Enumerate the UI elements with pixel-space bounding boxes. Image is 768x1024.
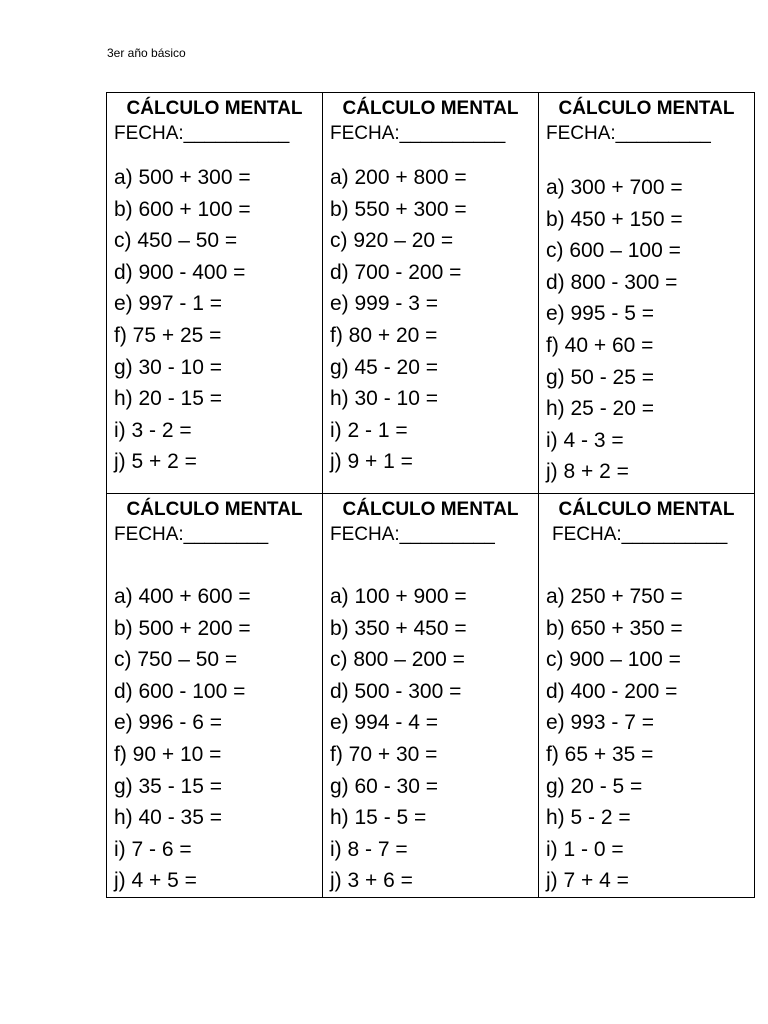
exercise-item: g) 30 - 10 = bbox=[114, 355, 222, 379]
exercise-item: a) 250 + 750 = bbox=[546, 585, 683, 608]
exercise-item: a) 300 + 700 = bbox=[546, 176, 683, 199]
worksheet-grid bbox=[106, 92, 755, 898]
exercise-item: c) 900 – 100 = bbox=[546, 648, 681, 672]
exercise-item: j) 3 + 6 = bbox=[330, 869, 413, 893]
exercise-item: f) 80 + 20 = bbox=[330, 323, 438, 347]
worksheet-card bbox=[323, 494, 539, 898]
exercise-item: f) 40 + 60 = bbox=[546, 333, 654, 357]
exercise-list bbox=[114, 162, 322, 478]
exercise-item: c) 800 – 200 = bbox=[330, 648, 465, 672]
exercise-item: h) 15 - 5 = bbox=[330, 806, 427, 830]
exercise-item: a) 200 + 800 = bbox=[330, 166, 467, 189]
exercise-item: b) 550 + 300 = bbox=[330, 197, 467, 221]
exercise-list bbox=[330, 581, 538, 897]
exercise-item: j) 9 + 1 = bbox=[330, 450, 413, 474]
exercise-item: e) 993 - 7 = bbox=[546, 711, 654, 735]
exercise-item: h) 20 - 15 = bbox=[114, 387, 222, 411]
worksheet-card bbox=[539, 494, 755, 898]
date-field[interactable]: FECHA:__________ bbox=[552, 524, 728, 545]
exercise-list bbox=[546, 172, 754, 488]
worksheet-card bbox=[323, 93, 539, 494]
date-field[interactable]: FECHA:_________ bbox=[330, 524, 495, 545]
exercise-item: a) 400 + 600 = bbox=[114, 585, 251, 608]
worksheet-card bbox=[107, 93, 323, 494]
grade-label: 3er año básico bbox=[107, 46, 186, 60]
exercise-item: e) 997 - 1 = bbox=[114, 292, 222, 316]
exercise-item: i) 7 - 6 = bbox=[114, 837, 192, 861]
worksheet-title: CÁLCULO MENTAL bbox=[342, 98, 519, 119]
exercise-item: h) 5 - 2 = bbox=[546, 806, 631, 830]
exercise-item: b) 350 + 450 = bbox=[330, 616, 467, 640]
worksheet-row bbox=[107, 93, 755, 494]
worksheet-title: CÁLCULO MENTAL bbox=[342, 499, 519, 520]
exercise-item: e) 999 - 3 = bbox=[330, 292, 438, 316]
exercise-item: d) 900 - 400 = bbox=[114, 260, 246, 284]
exercise-item: g) 20 - 5 = bbox=[546, 774, 643, 798]
exercise-item: j) 5 + 2 = bbox=[114, 450, 197, 474]
exercise-item: a) 500 + 300 = bbox=[114, 166, 251, 189]
exercise-item: i) 1 - 0 = bbox=[546, 837, 624, 861]
exercise-list bbox=[330, 162, 538, 478]
exercise-item: e) 995 - 5 = bbox=[546, 302, 654, 326]
exercise-list bbox=[114, 581, 322, 897]
exercise-item: i) 4 - 3 = bbox=[546, 428, 624, 452]
exercise-item: i) 3 - 2 = bbox=[114, 418, 192, 442]
exercise-item: i) 8 - 7 = bbox=[330, 837, 408, 861]
exercise-item: f) 70 + 30 = bbox=[330, 742, 438, 766]
exercise-item: h) 30 - 10 = bbox=[330, 387, 438, 411]
exercise-item: j) 8 + 2 = bbox=[546, 460, 629, 484]
exercise-item: c) 920 – 20 = bbox=[330, 229, 454, 253]
exercise-item: g) 35 - 15 = bbox=[114, 774, 222, 798]
exercise-item: d) 500 - 300 = bbox=[330, 679, 462, 703]
exercise-item: d) 800 - 300 = bbox=[546, 270, 678, 294]
worksheet-title: CÁLCULO MENTAL bbox=[126, 499, 303, 520]
exercise-item: b) 600 + 100 = bbox=[114, 197, 251, 221]
exercise-item: b) 650 + 350 = bbox=[546, 616, 683, 640]
exercise-item: b) 500 + 200 = bbox=[114, 616, 251, 640]
exercise-item: g) 50 - 25 = bbox=[546, 365, 654, 389]
worksheet-title: CÁLCULO MENTAL bbox=[126, 98, 303, 119]
exercise-item: h) 40 - 35 = bbox=[114, 806, 222, 830]
exercise-item: b) 450 + 150 = bbox=[546, 207, 683, 231]
exercise-item: i) 2 - 1 = bbox=[330, 418, 408, 442]
exercise-item: g) 45 - 20 = bbox=[330, 355, 438, 379]
exercise-item: j) 7 + 4 = bbox=[546, 869, 629, 893]
exercise-item: f) 65 + 35 = bbox=[546, 742, 654, 766]
date-field[interactable]: FECHA:__________ bbox=[330, 123, 506, 144]
exercise-item: c) 450 – 50 = bbox=[114, 229, 238, 253]
exercise-item: f) 75 + 25 = bbox=[114, 323, 222, 347]
exercise-item: c) 600 – 100 = bbox=[546, 239, 681, 263]
worksheet-title: CÁLCULO MENTAL bbox=[558, 98, 735, 119]
exercise-item: j) 4 + 5 = bbox=[114, 869, 197, 893]
worksheet-title: CÁLCULO MENTAL bbox=[558, 499, 735, 520]
exercise-item: d) 600 - 100 = bbox=[114, 679, 246, 703]
exercise-item: f) 90 + 10 = bbox=[114, 742, 222, 766]
exercise-item: d) 700 - 200 = bbox=[330, 260, 462, 284]
worksheet-card bbox=[539, 93, 755, 494]
exercise-list bbox=[546, 581, 754, 897]
worksheet-card bbox=[107, 494, 323, 898]
date-field[interactable]: FECHA:________ bbox=[114, 524, 269, 545]
exercise-item: g) 60 - 30 = bbox=[330, 774, 438, 798]
exercise-item: c) 750 – 50 = bbox=[114, 648, 238, 672]
exercise-item: e) 994 - 4 = bbox=[330, 711, 438, 735]
exercise-item: h) 25 - 20 = bbox=[546, 397, 654, 421]
date-field[interactable]: FECHA:__________ bbox=[114, 123, 290, 144]
date-field[interactable]: FECHA:_________ bbox=[546, 123, 711, 144]
worksheet-row bbox=[107, 494, 755, 898]
exercise-item: e) 996 - 6 = bbox=[114, 711, 222, 735]
exercise-item: d) 400 - 200 = bbox=[546, 679, 678, 703]
exercise-item: a) 100 + 900 = bbox=[330, 585, 467, 608]
